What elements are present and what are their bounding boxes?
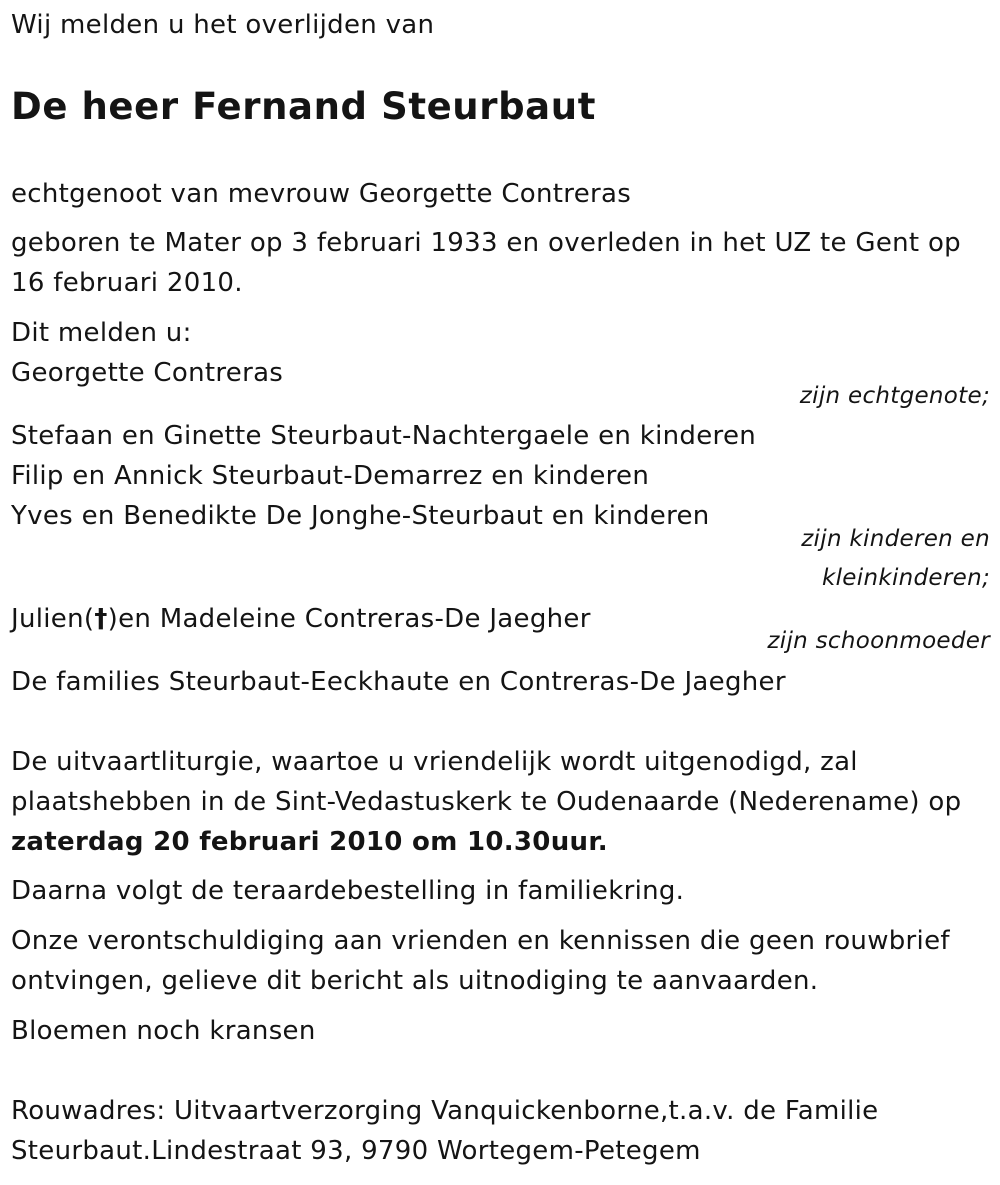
birth-line-2: 16 februari 2010. [11, 268, 243, 298]
liturgy-line-1: De uitvaartliturgie, waartoe u vriendelijk wordt uitgenodigd, zal [11, 747, 858, 777]
liturgy-datetime: zaterdag 20 februari 2010 om 10.30uur. [11, 827, 608, 857]
in-law-after: )en Madeleine Contreras-De Jaegher [107, 604, 591, 634]
address-line-1: Rouwadres: Uitvaartverzorging Vanquickenborne,t.a.v. de Familie [11, 1096, 879, 1126]
deceased-name: De heer Fernand Steurbaut [11, 85, 596, 128]
families-line: De families Steurbaut-Eeckhaute en Contreras-De Jaegher [11, 667, 786, 697]
announcers-intro: Dit melden u: [11, 318, 192, 348]
child-line: Yves en Benedikte De Jonghe-Steurbaut en kinderen [11, 501, 710, 531]
address-line-2: Steurbaut.Lindestraat 93, 9790 Wortegem-Petegem [11, 1136, 701, 1166]
apology-line-2: ontvingen, gelieve dit bericht als uitnodiging te aanvaarden. [11, 966, 819, 996]
child-line: Stefaan en Ginette Steurbaut-Nachtergaele en kinderen [11, 421, 757, 451]
burial-line: Daarna volgt de teraardebestelling in familiekring. [11, 876, 685, 906]
spouse-role: zijn echtgenote; [799, 383, 990, 409]
in-law-before: Julien( [11, 604, 95, 634]
spouse-name: Georgette Contreras [11, 358, 284, 388]
children-role-1: zijn kinderen en [801, 526, 990, 552]
cross-icon: † [94, 604, 108, 634]
children-role-2: kleinkinderen; [822, 565, 990, 591]
in-law-line [11, 606, 591, 632]
birth-line-1: geboren te Mater op 3 februari 1933 en overleden in het UZ te Gent op [11, 228, 961, 258]
intro-text: Wij melden u het overlijden van [11, 10, 435, 40]
flowers-line: Bloemen noch kransen [11, 1016, 316, 1046]
child-line: Filip en Annick Steurbaut-Demarrez en kinderen [11, 461, 650, 491]
apology-line-1: Onze verontschuldiging aan vrienden en kennissen die geen rouwbrief [11, 926, 950, 956]
spouse-line: echtgenoot van mevrouw Georgette Contreras [11, 179, 632, 209]
in-law-role: zijn schoonmoeder [767, 628, 990, 654]
liturgy-line-2: plaatshebben in de Sint-Vedastuskerk te Oudenaarde (Nederename) op [11, 787, 962, 817]
